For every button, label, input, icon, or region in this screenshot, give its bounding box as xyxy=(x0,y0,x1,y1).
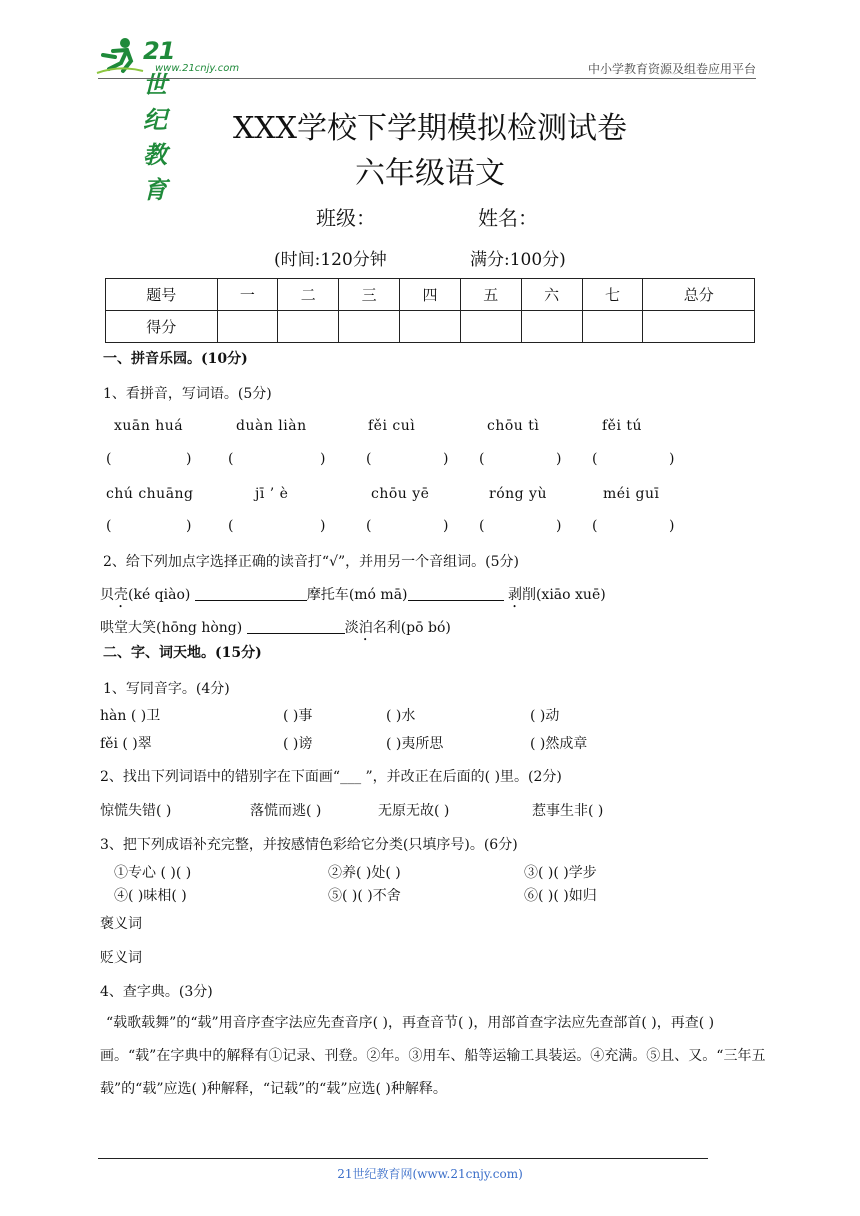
score-input-cell[interactable] xyxy=(582,311,643,343)
table-cell: 得分 xyxy=(106,311,218,343)
header-divider xyxy=(98,78,756,79)
answer-paren: ) xyxy=(669,451,675,467)
word-text: 哄堂大笑 xyxy=(100,620,156,636)
derogatory-label: 贬义词 xyxy=(100,950,142,966)
section-1-title: 一、拼音乐园。(10分) xyxy=(103,351,248,367)
answer-paren: ( xyxy=(366,451,372,467)
answer-paren: ) xyxy=(186,451,192,467)
s2-q4-paragraph: “载歌载舞”的“载”用音序查字法应先查音序( )，再查音节( )，用部首查字法应先查部首( )，再查( )画。“载”在字典中的解释有①记录、刊登。②年。③用车、船等运输工具装运。④充满。⑤且、又。“三年五载”的“载”应选( )种解释，“记载”的“载”应选( )种解释。 xyxy=(100,1015,766,1097)
answer-paren: ( xyxy=(479,518,485,534)
logo-text: 21世纪教育 xyxy=(143,37,175,204)
table-cell: 四 xyxy=(400,279,461,311)
s2-q4-title: 4、查字典。(3分) xyxy=(100,984,213,1000)
table-cell: 六 xyxy=(521,279,582,311)
answer-paren: ) xyxy=(443,518,449,534)
name-label: 姓名： xyxy=(478,206,538,230)
runner-logo-icon xyxy=(95,35,145,75)
homophone-item: hàn ( )卫 xyxy=(100,708,161,724)
score-input-cell[interactable] xyxy=(400,311,461,343)
table-cell: 一 xyxy=(217,279,278,311)
answer-blank[interactable] xyxy=(408,586,504,601)
word-text: 削 xyxy=(521,587,536,603)
score-table xyxy=(105,278,755,343)
idiom-item: ④( )味相( ) xyxy=(114,888,187,904)
pinyin-choice: (pō bó) xyxy=(400,620,451,636)
score-input-cell[interactable] xyxy=(339,311,400,343)
table-cell: 七 xyxy=(582,279,643,311)
score-input-cell[interactable] xyxy=(643,311,755,343)
pinyin-choice: (xiāo xuē) xyxy=(535,587,606,603)
table-cell: 总分 xyxy=(643,279,755,311)
table-cell: 五 xyxy=(460,279,521,311)
logo-url: www.21cnjy.com xyxy=(155,63,240,74)
homophone-item: ( )然成章 xyxy=(530,736,588,752)
idiom-item: ②养( )处( ) xyxy=(328,865,401,881)
answer-blank[interactable] xyxy=(195,586,307,601)
idiom-item: ①专心 ( )( ) xyxy=(114,865,192,881)
homophone-item: ( )水 xyxy=(386,708,416,724)
answer-paren: ) xyxy=(186,518,192,534)
platform-name: 中小学教育资源及组卷应用平台 xyxy=(587,62,756,76)
answer-paren: ) xyxy=(556,451,562,467)
pinyin-item: chú chuāng xyxy=(106,486,194,502)
idiom-item: ③( )( )学步 xyxy=(524,865,597,881)
pinyin-choice: (mó mā) xyxy=(348,587,408,603)
pinyin-item: fěi cuì xyxy=(368,418,416,434)
typo-item: 惹事生非( ) xyxy=(532,803,604,819)
pinyin-item: méi guī xyxy=(603,486,660,502)
exam-title: XXX学校下学期模拟检测试卷 xyxy=(232,111,628,146)
pinyin-choice: (hōng hòng) xyxy=(156,620,243,636)
answer-paren: ( xyxy=(228,518,234,534)
table-cell: 二 xyxy=(278,279,339,311)
table-cell: 题号 xyxy=(106,279,218,311)
pinyin-item: róng yù xyxy=(489,486,547,502)
dotted-char: 泊 xyxy=(358,620,373,636)
word-text: 名利 xyxy=(372,620,401,636)
homophone-item: ( )动 xyxy=(530,708,560,724)
word-text: 贝 xyxy=(100,587,114,603)
section-2-title: 二、字、词天地。(15分) xyxy=(103,645,262,661)
typo-item: 无原无故( ) xyxy=(378,803,450,819)
homophone-item: ( )夷所思 xyxy=(386,736,444,752)
pinyin-item: chōu yē xyxy=(371,486,430,502)
score-input-cell[interactable] xyxy=(278,311,339,343)
answer-paren: ( xyxy=(592,518,598,534)
s1-q2-line1 xyxy=(100,584,606,611)
s1-q1-title: 1、看拼音，写词语。(5分) xyxy=(103,386,272,402)
exam-time: (时间:120分钟 xyxy=(274,250,387,270)
dotted-char: 壳 xyxy=(114,587,128,603)
answer-paren: ) xyxy=(556,518,562,534)
idiom-item: ⑥( )( )如归 xyxy=(524,888,597,904)
s1-q2-line2 xyxy=(100,617,451,644)
commendatory-label: 褒义词 xyxy=(100,916,142,932)
answer-paren: ( xyxy=(106,451,112,467)
answer-paren: ( xyxy=(228,451,234,467)
score-input-cell[interactable] xyxy=(217,311,278,343)
score-input-cell[interactable] xyxy=(460,311,521,343)
table-cell: 三 xyxy=(339,279,400,311)
score-table-header-row xyxy=(106,279,755,311)
word-text: 摩托车 xyxy=(306,587,349,603)
score-table-score-row xyxy=(106,311,755,343)
answer-paren: ) xyxy=(320,451,326,467)
score-input-cell[interactable] xyxy=(521,311,582,343)
typo-item: 惊慌失错( ) xyxy=(100,803,172,819)
pinyin-item: fěi tú xyxy=(602,418,643,434)
pinyin-item: duàn liàn xyxy=(236,418,307,434)
footer-divider xyxy=(98,1158,708,1159)
exam-full-score: 满分:100分) xyxy=(470,250,566,270)
homophone-item: ( )事 xyxy=(283,708,313,724)
answer-paren: ) xyxy=(669,518,675,534)
answer-paren: ( xyxy=(592,451,598,467)
answer-paren: ) xyxy=(320,518,326,534)
homophone-item: fěi ( )翠 xyxy=(100,736,152,752)
idiom-item: ⑤( )( )不舍 xyxy=(328,888,401,904)
answer-blank[interactable] xyxy=(247,619,345,634)
pinyin-item: chōu tì xyxy=(487,418,540,434)
pinyin-item: jī ’ è xyxy=(255,486,289,502)
answer-paren: ( xyxy=(106,518,112,534)
answer-paren: ( xyxy=(479,451,485,467)
typo-item: 落慌而逃( ) xyxy=(250,803,322,819)
pinyin-choice: (ké qiào) xyxy=(128,587,191,603)
pinyin-item: xuān huá xyxy=(114,418,184,434)
class-label: 班级： xyxy=(316,206,376,230)
answer-paren: ) xyxy=(443,451,449,467)
answer-paren: ( xyxy=(366,518,372,534)
s1-q2-title: 2、给下列加点字选择正确的读音打“√”，并用另一个音组词。(5分) xyxy=(103,554,519,570)
exam-subject: 六年级语文 xyxy=(355,156,505,191)
s2-q3-title: 3、把下列成语补充完整，并按感情色彩给它分类(只填序号)。(6分) xyxy=(100,837,518,853)
dotted-char: 剥 xyxy=(507,587,522,603)
word-text: 淡 xyxy=(344,620,359,636)
s2-q2-title: 2、找出下列词语中的错别字在下面画“___ ”，并改正在后面的( )里。(2分) xyxy=(100,769,562,785)
footer-link[interactable]: 21世纪教育网(www.21cnjy.com) xyxy=(337,1167,523,1181)
homophone-item: ( )谤 xyxy=(283,736,313,752)
s2-q1-title: 1、写同音字。(4分) xyxy=(103,681,230,697)
